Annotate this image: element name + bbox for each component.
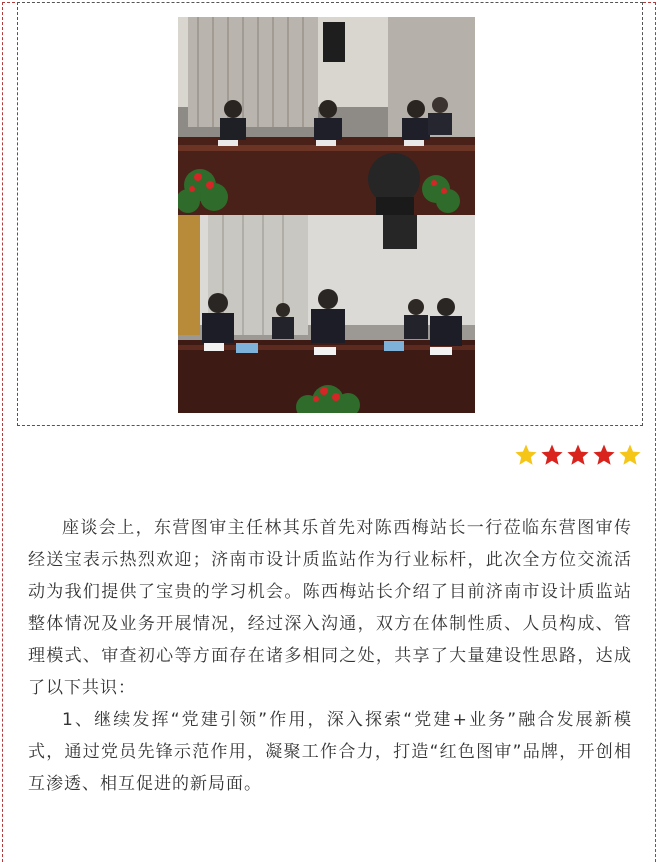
meeting-photo-bottom (178, 215, 475, 413)
star-icon (592, 443, 616, 467)
article-paragraph-1: 座谈会上，东营图审主任林其乐首先对陈西梅站长一行莅临东营图审传经送宝表示热烈欢迎；济南市设计质监站作为行业标杆，此次全方位交流活动为我们提供了宝贵的学习机会。陈西梅站长介绍了目前济南市设计质监站整体情况及业务开展情况，经过深入沟通，双方在体制性质、人员构成、管理模式、审查初心等方面存在诸多相同之处，共享了大量建设性思路，达成了以下共识： (28, 518, 632, 698)
star-icon (618, 443, 642, 467)
meeting-photo-top (178, 17, 475, 215)
star-icon (514, 443, 538, 467)
star-icon (566, 443, 590, 467)
star-icon (540, 443, 564, 467)
article-paragraph-2: 1、继续发挥“党建引领”作用，深入探索“党建+业务”融合发展新模式，通过党员先锋示范作用，凝聚工作合力，打造“红色图审”品牌，开创相互渗透、相互促进的新局面。 (28, 710, 632, 794)
star-rating (514, 443, 642, 467)
article-body (28, 512, 632, 800)
